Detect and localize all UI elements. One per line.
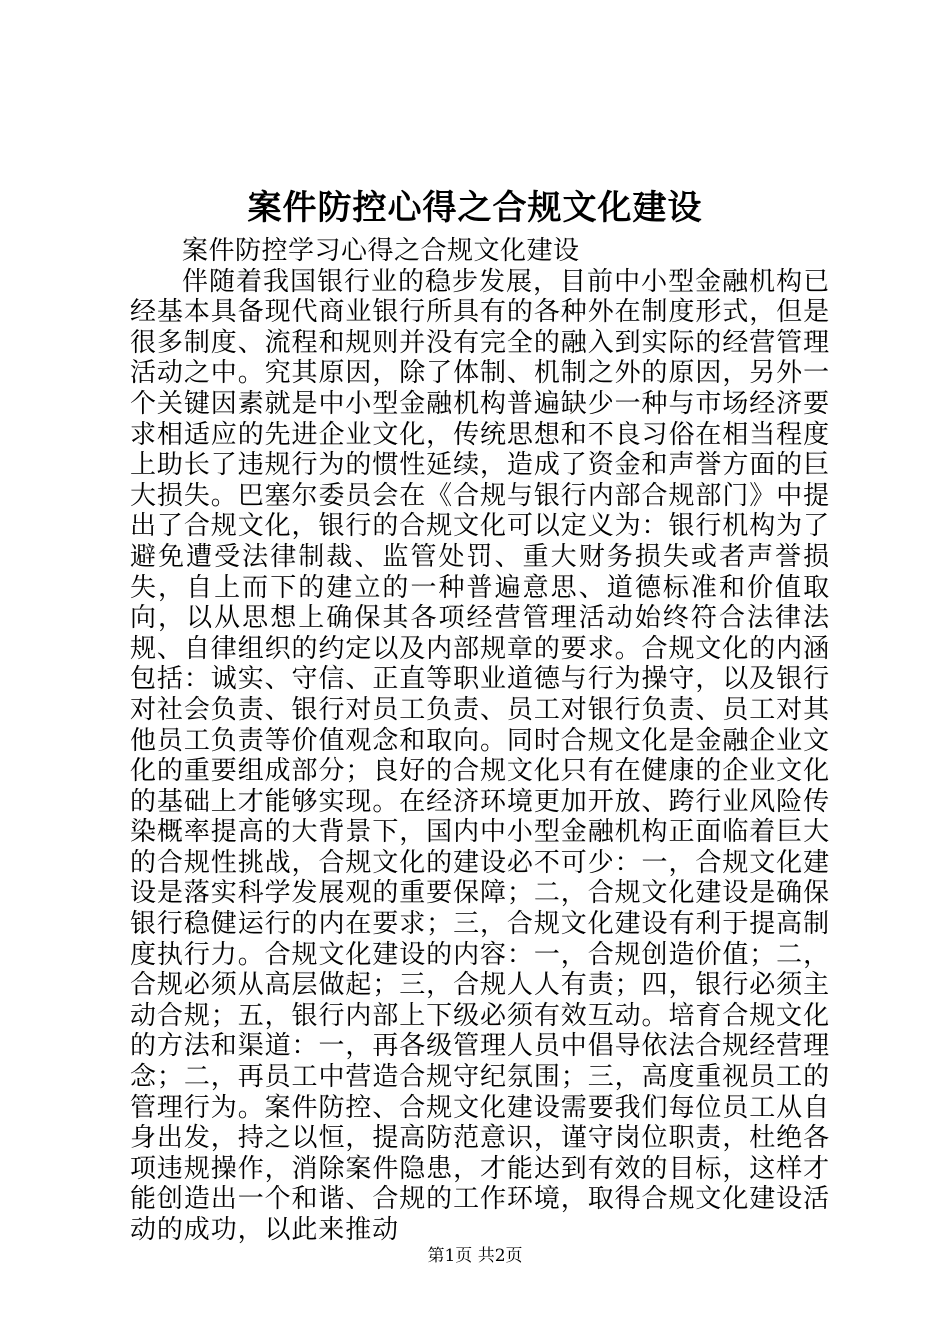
document-subtitle: 案件防控学习心得之合规文化建设 (182, 236, 580, 266)
document-title: 案件防控心得之合规文化建设 (247, 188, 703, 228)
page-indicator: 第1页 共2页 (427, 1246, 523, 1266)
body-paragraph: 伴随着我国银行业的稳步发展，目前中小型金融机构已经基本具备现代商业银行所具有的各种外在制度形式，但是很多制度、流程和规则并没有完全的融入到实际的经营管理活动之中。究其原因，除了体制、机制之外的原因，另外一个关键因素就是中小型金融机构普遍缺少一种与市场经济要求相适应的先进企业文化，传统思想和不良习俗在相当程度上助长了违规行为的惯性延续，造成了资金和声誉方面的巨大损失。巴塞尔委员会在《合规与银行内部合规部门》中提出了合规文化，银行的合规文化可以定义为：银行机构为了避免遭受法律制裁、监管处罚、重大财务损失或者声誉损失，自上而下的建立的一种普遍意思、道德标准和价值取向，以从思想上确保其各项经营管理活动始终符合法律法规、自律组织的约定以及内部规章的要求。合规文化的内涵包括：诚实、守信、正直等职业道德与行为操守，以及银行对社会负责、银行对员工负责、员工对银行负责、员工对其他员工负责等价值观念和取向。同时合规文化是金融企业文化的重要组成部分；良好的合规文化只有在健康的企业文化的基础上才能够实现。在经济环境更加开放、跨行业风险传染概率提高的大背景下，国内中小型金融机构正面临着巨大的合规性挑战，合规文化的建设必不可少：一，合规文化建设是落实科学发展观的重要保障；二，合规文化建设是确保银行稳健运行的内在要求；三，合规文化建设有利于提高制度执行力。合规文化建设的内容：一，合规创造价值；二，合规必须从高层做起；三，合规人人有责；四，银行必须主动合规；五，银行内部上下级必须有效互动。培育合规文化的方法和渠道：一，再各级管理人员中倡导依法合规经营理念；二，再员工中营造合规守纪氛围；三，高度重视员工的管理行为。案件防控、合规文化建设需要我们每位员工从自身出发，持之以恒，提高防范意识，谨守岗位职责，杜绝各项违规操作，消除案件隐患，才能达到有效的目标，这样才能创造出一个和谐、合规的工作环境，取得合规文化建设活动的成功，以此来推动 (130, 266, 830, 1245)
document-body (130, 236, 830, 1246)
